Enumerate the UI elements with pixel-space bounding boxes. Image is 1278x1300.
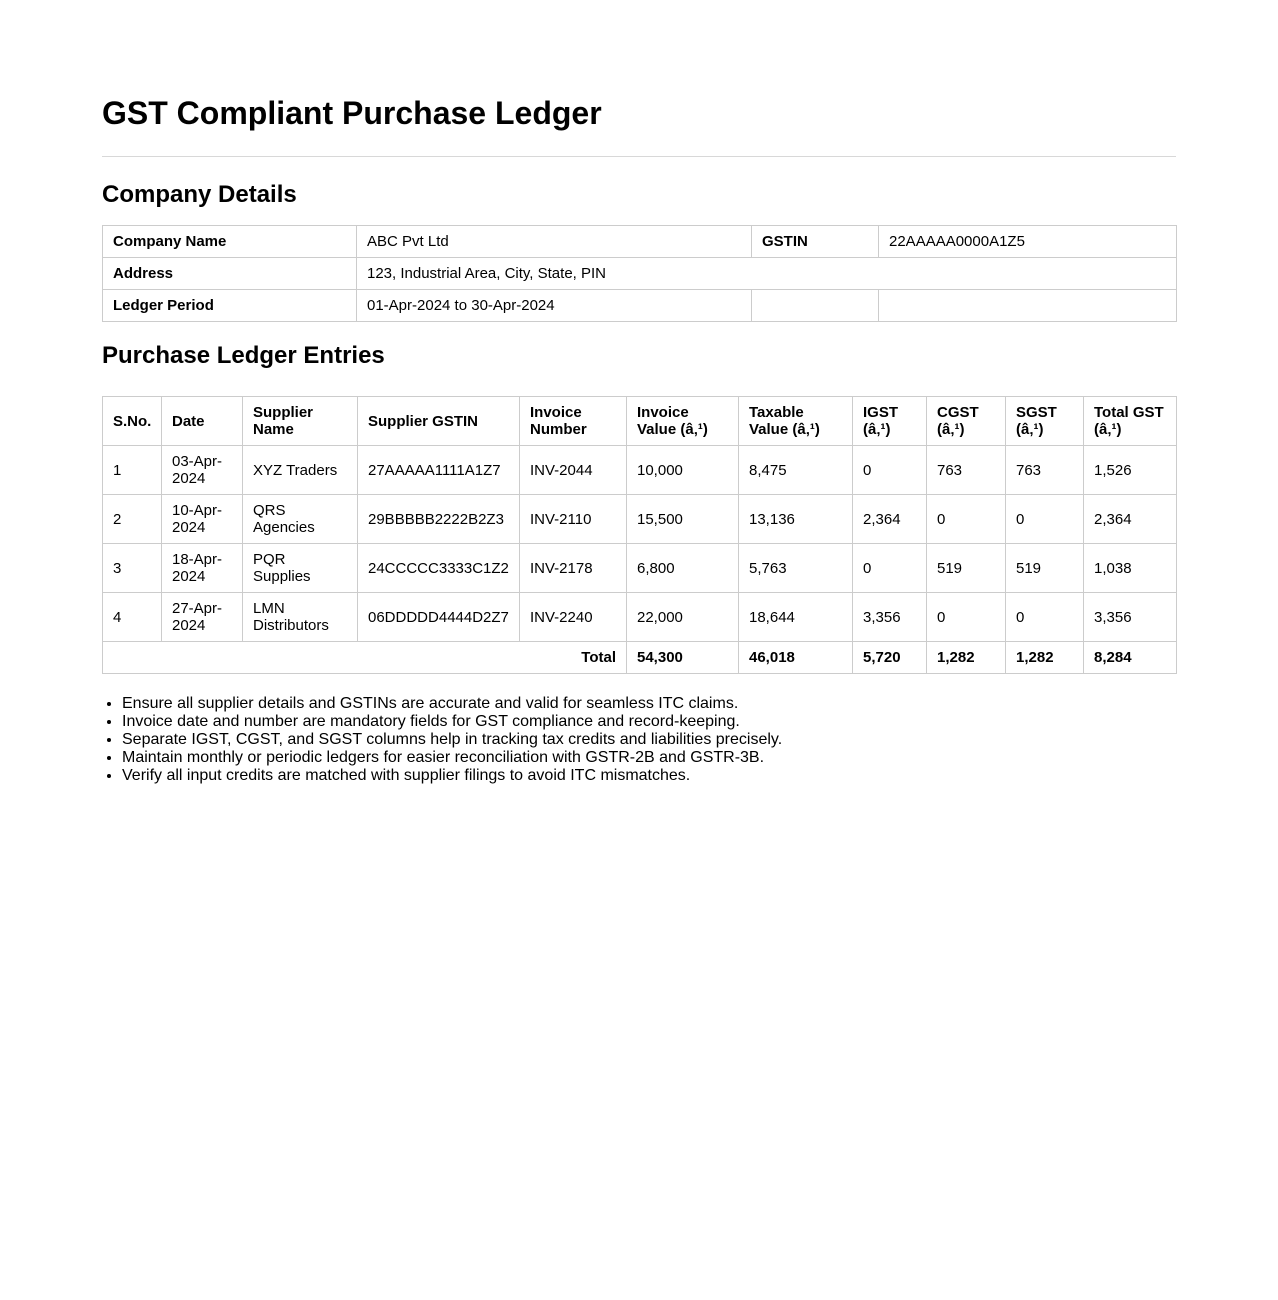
column-header: Supplier GSTIN bbox=[358, 397, 520, 446]
gstin-label: GSTIN bbox=[752, 226, 879, 258]
empty-cell bbox=[879, 290, 1177, 322]
cell-igst: 0 bbox=[853, 544, 927, 593]
cell-invoice-value: 10,000 bbox=[627, 446, 739, 495]
address-row bbox=[103, 258, 1177, 290]
cell-invoice-number: INV-2240 bbox=[520, 593, 627, 642]
company-name-label: Company Name bbox=[103, 226, 357, 258]
title-divider bbox=[102, 156, 1176, 157]
cell-taxable-value: 5,763 bbox=[739, 544, 853, 593]
cell-invoice-value: 22,000 bbox=[627, 593, 739, 642]
cell-supplier-name: PQR Supplies bbox=[243, 544, 358, 593]
cell-sno: 3 bbox=[103, 544, 162, 593]
cell-sno: 2 bbox=[103, 495, 162, 544]
total-label: Total bbox=[103, 642, 627, 674]
cell-sgst: 763 bbox=[1006, 446, 1084, 495]
cell-total-gst: 2,364 bbox=[1084, 495, 1177, 544]
total-taxable-value: 46,018 bbox=[739, 642, 853, 674]
cell-total-gst: 1,038 bbox=[1084, 544, 1177, 593]
cell-supplier-gstin: 24CCCCC3333C1Z2 bbox=[358, 544, 520, 593]
cell-total-gst: 3,356 bbox=[1084, 593, 1177, 642]
column-header: SGST (â‚¹) bbox=[1006, 397, 1084, 446]
company-details-table bbox=[102, 225, 1177, 322]
table-row bbox=[103, 495, 1177, 544]
cell-sgst: 0 bbox=[1006, 495, 1084, 544]
cell-supplier-gstin: 27AAAAA1111A1Z7 bbox=[358, 446, 520, 495]
cell-sno: 1 bbox=[103, 446, 162, 495]
cell-cgst: 763 bbox=[927, 446, 1006, 495]
cell-igst: 2,364 bbox=[853, 495, 927, 544]
cell-invoice-number: INV-2110 bbox=[520, 495, 627, 544]
total-igst: 5,720 bbox=[853, 642, 927, 674]
ledger-period-value: 01-Apr-2024 to 30-Apr-2024 bbox=[357, 290, 752, 322]
column-header: Invoice Value (â‚¹) bbox=[627, 397, 739, 446]
column-header: Total GST (â‚¹) bbox=[1084, 397, 1177, 446]
empty-cell bbox=[752, 290, 879, 322]
cell-cgst: 0 bbox=[927, 495, 1006, 544]
cell-date: 03-Apr-2024 bbox=[162, 446, 243, 495]
total-sgst: 1,282 bbox=[1006, 642, 1084, 674]
table-row bbox=[103, 593, 1177, 642]
table-header-row bbox=[103, 397, 1177, 446]
table-row bbox=[103, 544, 1177, 593]
column-header: Taxable Value (â‚¹) bbox=[739, 397, 853, 446]
total-invoice-value: 54,300 bbox=[627, 642, 739, 674]
ledger-period-row bbox=[103, 290, 1177, 322]
page-title: GST Compliant Purchase Ledger bbox=[102, 95, 602, 131]
cell-date: 10-Apr-2024 bbox=[162, 495, 243, 544]
cell-igst: 0 bbox=[853, 446, 927, 495]
ledger-period-label: Ledger Period bbox=[103, 290, 357, 322]
address-label: Address bbox=[103, 258, 357, 290]
cell-invoice-value: 6,800 bbox=[627, 544, 739, 593]
list-item: • Invoice date and number are mandatory fields for GST compliance and record-keeping. bbox=[122, 713, 782, 731]
cell-taxable-value: 8,475 bbox=[739, 446, 853, 495]
column-header: CGST (â‚¹) bbox=[927, 397, 1006, 446]
column-header: S.No. bbox=[103, 397, 162, 446]
column-header: Invoice Number bbox=[520, 397, 627, 446]
column-header: Supplier Name bbox=[243, 397, 358, 446]
notes-list bbox=[102, 695, 782, 785]
cell-taxable-value: 18,644 bbox=[739, 593, 853, 642]
cell-invoice-number: INV-2044 bbox=[520, 446, 627, 495]
cell-sgst: 519 bbox=[1006, 544, 1084, 593]
cell-date: 27-Apr-2024 bbox=[162, 593, 243, 642]
total-gst: 8,284 bbox=[1084, 642, 1177, 674]
cell-supplier-name: QRS Agencies bbox=[243, 495, 358, 544]
total-row bbox=[103, 642, 1177, 674]
list-item: • Verify all input credits are matched with supplier filings to avoid ITC mismatches. bbox=[122, 767, 782, 785]
cell-date: 18-Apr-2024 bbox=[162, 544, 243, 593]
cell-invoice-number: INV-2178 bbox=[520, 544, 627, 593]
column-header: Date bbox=[162, 397, 243, 446]
company-name-value: ABC Pvt Ltd bbox=[357, 226, 752, 258]
cell-cgst: 0 bbox=[927, 593, 1006, 642]
list-item: • Ensure all supplier details and GSTINs are accurate and valid for seamless ITC claims. bbox=[122, 695, 782, 713]
list-item: • Maintain monthly or periodic ledgers for easier reconciliation with GSTR-2B and GSTR-3B. bbox=[122, 749, 782, 767]
cell-supplier-gstin: 29BBBBB2222B2Z3 bbox=[358, 495, 520, 544]
list-item: • Separate IGST, CGST, and SGST columns help in tracking tax credits and liabilities precisely. bbox=[122, 731, 782, 749]
ledger-entries-heading: Purchase Ledger Entries bbox=[102, 342, 385, 369]
cell-supplier-name: XYZ Traders bbox=[243, 446, 358, 495]
cell-supplier-gstin: 06DDDDD4444D2Z7 bbox=[358, 593, 520, 642]
cell-sno: 4 bbox=[103, 593, 162, 642]
cell-sgst: 0 bbox=[1006, 593, 1084, 642]
cell-total-gst: 1,526 bbox=[1084, 446, 1177, 495]
cell-supplier-name: LMN Distributors bbox=[243, 593, 358, 642]
total-cgst: 1,282 bbox=[927, 642, 1006, 674]
address-value: 123, Industrial Area, City, State, PIN bbox=[357, 258, 1177, 290]
column-header: IGST (â‚¹) bbox=[853, 397, 927, 446]
table-row bbox=[103, 446, 1177, 495]
company-name-row bbox=[103, 226, 1177, 258]
cell-igst: 3,356 bbox=[853, 593, 927, 642]
gstin-value: 22AAAAA0000A1Z5 bbox=[879, 226, 1177, 258]
cell-taxable-value: 13,136 bbox=[739, 495, 853, 544]
purchase-ledger-table bbox=[102, 396, 1177, 674]
company-details-heading: Company Details bbox=[102, 181, 297, 208]
cell-invoice-value: 15,500 bbox=[627, 495, 739, 544]
cell-cgst: 519 bbox=[927, 544, 1006, 593]
